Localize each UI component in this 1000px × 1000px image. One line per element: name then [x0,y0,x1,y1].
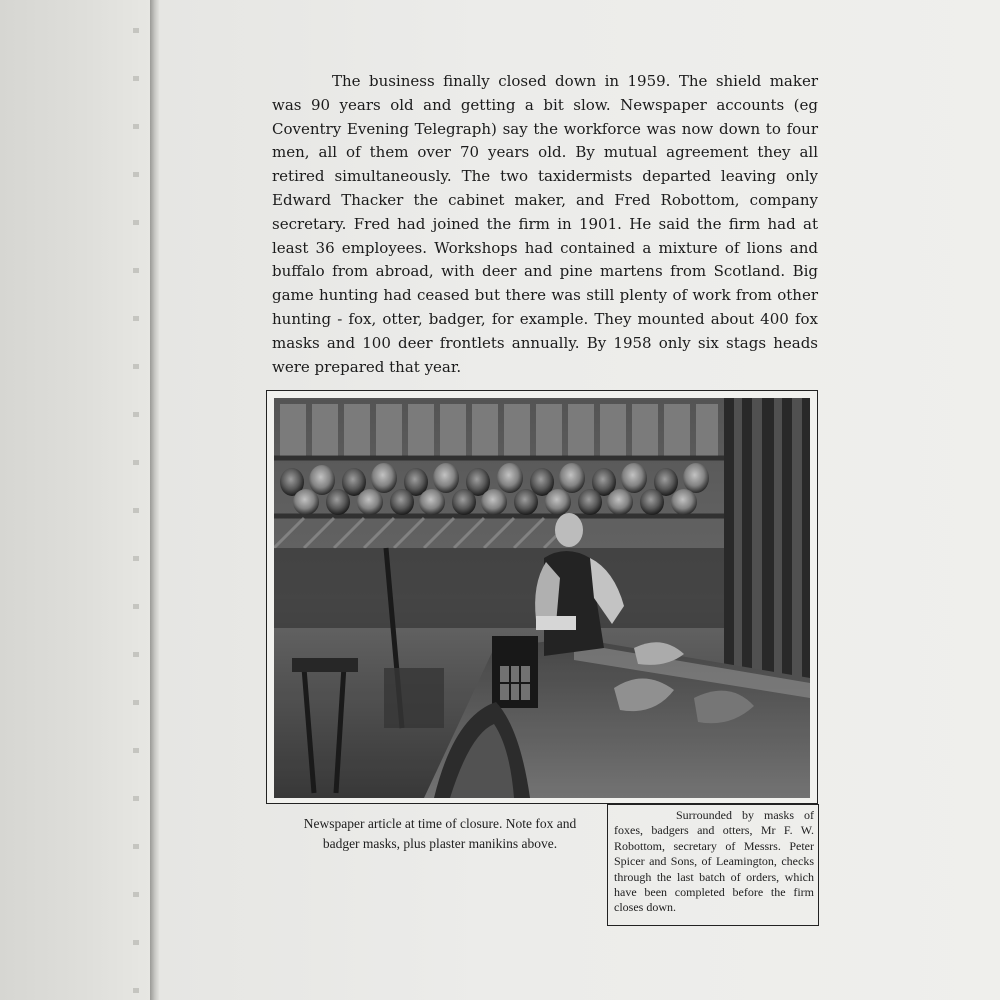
binding-stitches [133,0,139,1000]
left-page [0,0,150,1000]
newspaper-caption-text: Surrounded by masks of foxes, badgers and otters, Mr F. W. Robottom, secretary of Messrs. Peter Spicer and Sons, of Leamington, checks through the last batch of orders, which have been completed before the firm closes down. [614,808,814,915]
newspaper-caption-box [607,804,819,926]
figure-caption-left: Newspaper article at time of closure. Note fox and badger masks, plus plaster manikins above. [303,816,577,851]
book-gutter [150,0,160,1000]
body-paragraph: The business finally closed down in 1959. The shield maker was 90 years old and getting a bit slow. Newspaper accounts (eg Coventry Evening Telegraph) say the workforce was now down to four men, all of them over 70 years old. By mutual agreement they all retired simultaneously. The two taxidermists departed leaving only Edward Thacker the cabinet maker, and Fred Robottom, company secretary. Fred had joined the firm in 1901. He said the firm had at least 36 employees. Workshops had contained a mixture of lions and buffalo from abroad, with deer and pine martens from Scotland. Big game hunting had ceased but there was still plenty of work from other hunting - fox, otter, badger, for example. They mounted about 400 fox masks and 100 deer frontlets annually. By 1958 only six stags heads were prepared that year. [272,72,818,376]
workshop-photo [274,398,810,798]
